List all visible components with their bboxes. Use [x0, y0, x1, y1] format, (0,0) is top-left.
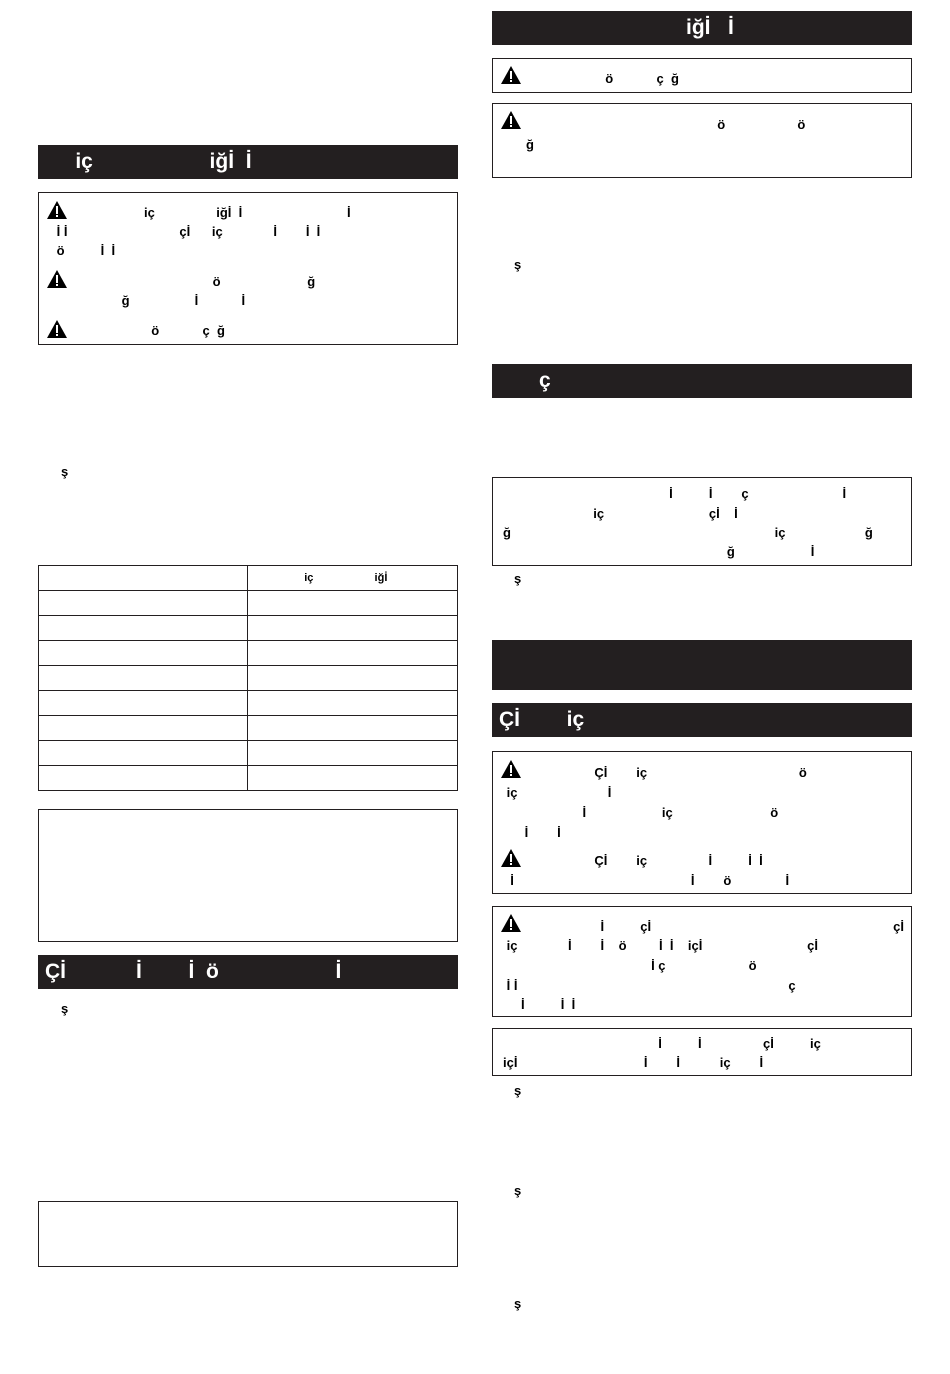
- section-header-right-2: [492, 364, 912, 398]
- warning-text: ö ğ: [79, 274, 316, 289]
- note-text: ğ İ: [503, 544, 815, 559]
- table-cell: [248, 591, 458, 616]
- s-mark: ş: [514, 571, 522, 586]
- warning-text: iç İ İ ö İ İ içİ çİ: [503, 938, 818, 953]
- warning-icon: [500, 848, 522, 868]
- warning-text: İ İ ö İ: [503, 873, 790, 888]
- note-box-left-2: [38, 1201, 458, 1267]
- table-cell: [248, 641, 458, 666]
- section-header-right-top: [492, 11, 912, 45]
- warning-text: İ İ İ: [503, 997, 576, 1012]
- table-row: [39, 716, 458, 741]
- note-text: içİ İ İ iç İ: [503, 1055, 764, 1070]
- s-mark: ş: [61, 1001, 69, 1016]
- warning-icon: [46, 319, 68, 339]
- table-cell: [39, 741, 248, 766]
- warning-icon: [500, 759, 522, 779]
- table-row: [39, 766, 458, 791]
- table-row: [39, 666, 458, 691]
- warning-icon: [500, 65, 522, 85]
- section-header-right-3: [492, 703, 912, 737]
- table-cell: [248, 766, 458, 791]
- section-header-left-2: [38, 955, 458, 989]
- s-mark: ş: [61, 464, 69, 479]
- table-row: [39, 641, 458, 666]
- warning-text: iç iğİ İ İ: [79, 205, 351, 220]
- warning-box-left: [38, 192, 458, 345]
- section-header-left: [38, 145, 458, 179]
- warning-text: İ çİ çİ: [503, 919, 904, 934]
- s-mark: ş: [514, 1296, 522, 1311]
- warning-text: iç İ: [503, 785, 612, 800]
- spec-table: [38, 565, 458, 791]
- table-cell: [248, 741, 458, 766]
- s-mark: ş: [514, 257, 522, 272]
- caution-text: ö ç ğ: [533, 71, 679, 86]
- warning-text: İ İ: [503, 825, 561, 840]
- note-text: İ İ çİ iç: [503, 1036, 821, 1051]
- caution-box-right: [492, 58, 912, 93]
- table-row: [39, 616, 458, 641]
- section-header-right-3-text: Çİ iç: [499, 708, 585, 731]
- table-row: [39, 741, 458, 766]
- warning-text: İ iç ö: [503, 805, 779, 820]
- note-box-right-2: [492, 1028, 912, 1076]
- note-text: ğ iç ğ: [503, 525, 873, 540]
- note-box-left: [38, 809, 458, 942]
- warning-text: ö İ İ: [53, 243, 116, 258]
- warning-text: İ İ ç: [503, 978, 796, 993]
- warning-box-right-4: [492, 906, 912, 1017]
- warning-text: Çİ iç ö: [533, 765, 807, 780]
- table-row: [39, 691, 458, 716]
- warning-text: İ ç ö: [503, 958, 757, 973]
- table-cell: [39, 766, 248, 791]
- warning-icon: [500, 110, 522, 130]
- table-cell: [39, 616, 248, 641]
- section-header-left-text: iç iğİ İ: [52, 150, 252, 173]
- table-cell: [39, 691, 248, 716]
- section-header-right-top-text: iğİ İ: [686, 16, 734, 39]
- table-row: [39, 591, 458, 616]
- table-header-cell: [39, 566, 248, 591]
- warning-icon: [46, 200, 68, 220]
- caution-text: ö ç ğ: [79, 323, 225, 338]
- warning-text: ğ İ İ: [53, 293, 246, 308]
- note-box-right: [492, 477, 912, 566]
- s-mark: ş: [514, 1183, 522, 1198]
- section-header-left-2-text: Çİ İ İ ö İ: [45, 960, 342, 983]
- table-cell: [248, 716, 458, 741]
- note-text: iç çİ İ: [503, 506, 738, 521]
- table-cell: [39, 716, 248, 741]
- warning-icon: [46, 269, 68, 289]
- s-mark: ş: [514, 1083, 522, 1098]
- table-cell: [248, 691, 458, 716]
- warning-text: Çİ iç İ İ İ: [533, 853, 763, 868]
- section-header-right-2-text: ç: [539, 369, 551, 392]
- warning-box-right-3: [492, 751, 912, 894]
- warning-text: ö ö: [533, 117, 806, 132]
- warning-text: ğ: [526, 137, 534, 152]
- table-header-row: [39, 566, 458, 591]
- table-cell: [248, 666, 458, 691]
- table-header-cell: iç iğİ: [248, 566, 458, 591]
- table-cell: [39, 666, 248, 691]
- table-cell: [248, 616, 458, 641]
- chapter-banner: [492, 640, 912, 690]
- table-cell: [39, 591, 248, 616]
- warning-box-right: [492, 103, 912, 178]
- warning-text: İ İ çİ iç İ İ İ: [53, 224, 321, 239]
- table-cell: [39, 641, 248, 666]
- note-text: İ İ ç İ: [503, 486, 847, 501]
